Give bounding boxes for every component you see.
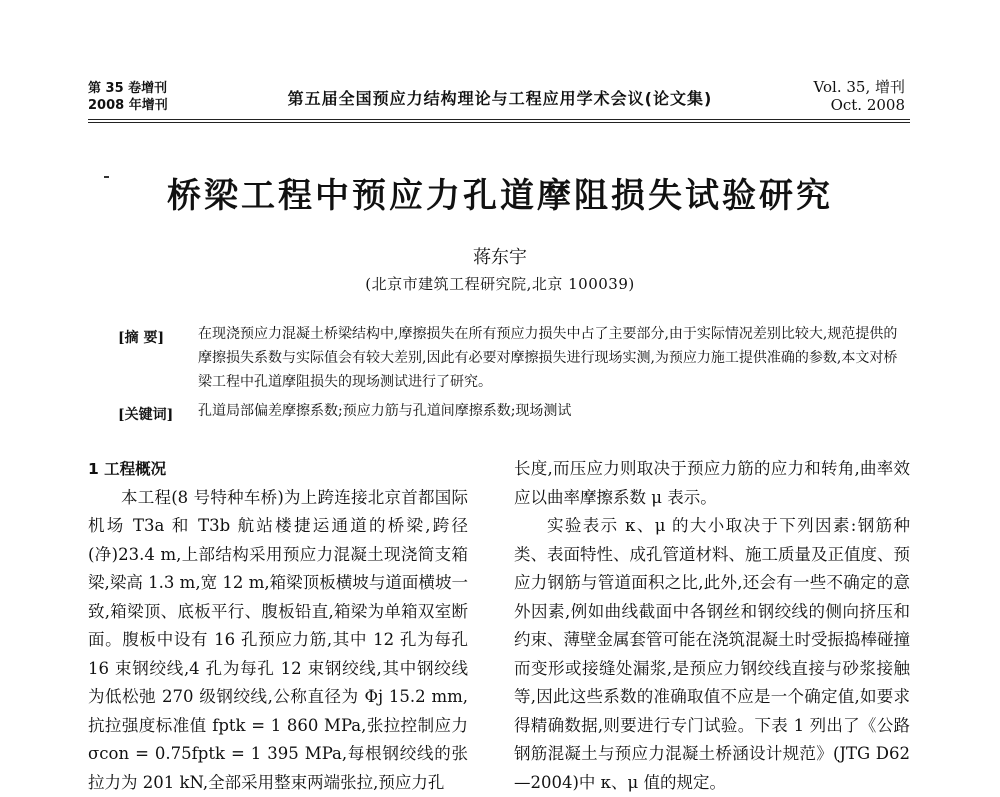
header-rule-bottom — [88, 122, 910, 123]
author-affiliation: (北京市建筑工程研究院,北京 100039) — [0, 273, 1000, 294]
volume-line: 第 35 卷增刊 — [88, 80, 168, 97]
left-column — [88, 455, 468, 797]
factors-paragraph: 实验表示 κ、μ 的大小取决于下列因素:钢筋种类、表面特性、成孔管道材料、施工质量及正值度、预应力钢筋与管道面积之比,此外,还会有一些不确定的意外因素,例如曲线截面中各钢丝和钢绞线的侧向挤压和约束、薄壁金属套管可能在浇筑混凝土时受振捣棒碰撞而变形或接缝处漏浆,是预应力钢绞线直接与砂浆接触等,因此这些系数的准确取值不应是一个确定值,如要求得精确数据,则要进行专门试验。下表 1 列出了《公路钢筋混凝土与预应力混凝土桥涵设计规范》(JTG D62—2004)中 κ、μ 值的规定。 — [514, 512, 910, 797]
header-rule-top — [88, 119, 910, 120]
author-name: 蒋东宇 — [0, 243, 1000, 269]
paper-title: 桥梁工程中预应力孔道摩阻损失试验研究 — [0, 168, 1000, 217]
section-heading: 1 工程概况 — [88, 455, 468, 484]
abstract-text: 在现浇预应力混凝土桥梁结构中,摩擦损失在所有预应力损失中占了主要部分,由于实际情况差别比较大,规范提供的摩擦损失系数与实际值会有较大差别,因此有必要对摩擦损失进行现场实测,为预应力施工提供准确的参数,本文对桥梁工程中孔道摩阻损失的现场测试进行了研究。 — [198, 322, 910, 394]
keywords-text: 孔道局部偏差摩擦系数;预应力筋与孔道间摩擦系数;现场测试 — [198, 399, 910, 423]
project-overview-paragraph: 本工程(8 号特种车桥)为上跨连接北京首都国际机场 T3a 和 T3b 航站楼捷运通道的桥梁,跨径(净)23.4 m,上部结构采用预应力混凝土现浇简支箱梁,梁高 1.3 m,宽 12 m,箱梁顶板横坡与道面横坡一致,箱梁顶、底板平行、腹板铅直,箱梁为单箱双室断面。腹板中设有 16 孔预应力筋,其中 12 孔为每孔 16 束钢绞线,4 孔为每孔 12 束钢绞线,其中钢绞线为低松弛 270 级钢绞线,公称直径为 Φj 15.2 mm,抗拉强度标准值 fptk = 1 860 MPa,张拉控制应力 σcon = 0.75fptk = 1 395 MPa,每根钢绞线的张拉力为 201 kN,全部采用整束两端张拉,预应力孔 — [88, 484, 468, 797]
right-column — [514, 455, 910, 797]
keywords-label: [关键词] — [118, 404, 173, 424]
conference-name: 第五届全国预应力结构理论与工程应用学术会议(论文集) — [0, 86, 1000, 109]
abstract-label: [摘 要] — [118, 327, 164, 347]
vol-line: Vol. 35, 增刊 — [814, 78, 905, 96]
journal-volume-english — [814, 78, 905, 114]
date-line: Oct. 2008 — [814, 96, 905, 114]
curvature-paragraph: 长度,而压应力则取决于预应力筋的应力和转角,曲率效应以曲率摩擦系数 μ 表示。 — [514, 455, 910, 512]
year-line: 2008 年增刊 — [88, 97, 168, 114]
